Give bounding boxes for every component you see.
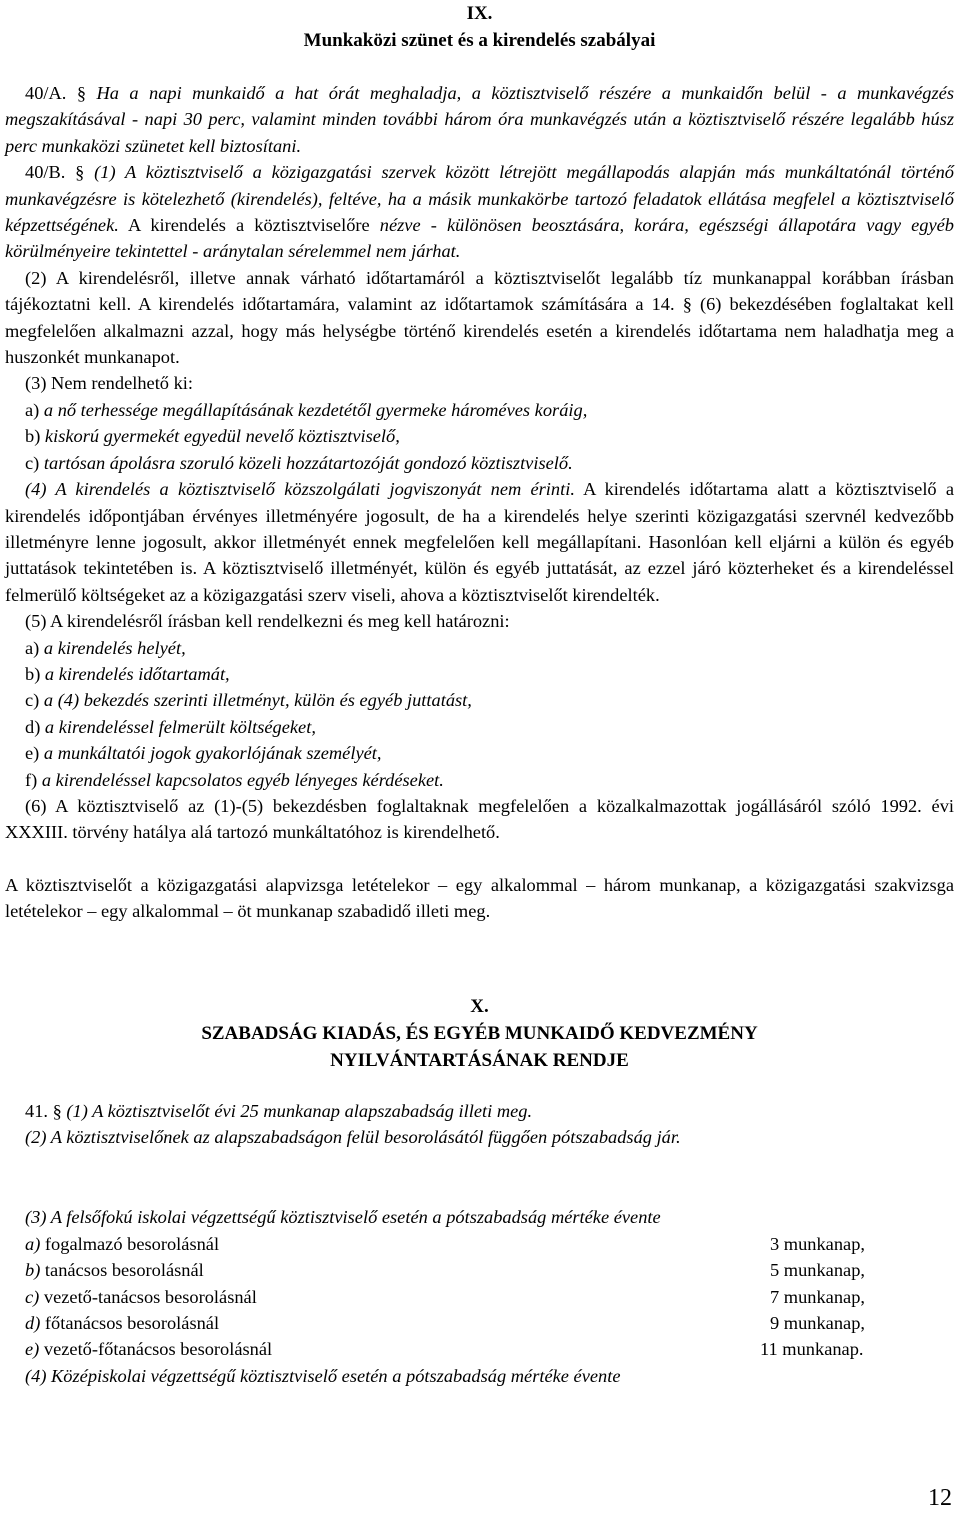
table-row-text: vezető-főtanácsos besorolásnál (39, 1339, 273, 1360)
list-item (25, 740, 954, 766)
paragraph-40a-text: Ha a napi munkaidő a hat órát meghaladja, a köztisztviselő részére a munkaidőn belül - a munkavégzés megszakításával - napi 30 perc, valamint minden további három óra munkavégzés után a köztisztviselő részére legalább húsz perc munkaközi szünetet kell biztosítani. (5, 83, 954, 156)
paragraph-41-2-text: (2) A köztisztviselőnek az alapszabadságon felül besorolásától függően pótszabadság jár. (25, 1127, 681, 1147)
paragraph-40b-number: 40/B. (25, 162, 66, 183)
paragraph-40b-text-2: A kirendelés a köztisztviselőre (118, 215, 370, 236)
list-item-label: b) (25, 426, 41, 447)
paragraph-41-4-text: (4) Középiskolai végzettségű köztisztviselő esetén a pótszabadság mértéke évente (25, 1365, 621, 1386)
table-row-value: 7 munkanap, (770, 1286, 865, 1307)
list-item-label: e) (25, 743, 40, 764)
supplementary-leave-table (5, 1231, 954, 1363)
paragraph-40b-4-text-1: (4) A kirendelés a köztisztviselő közszolgálati jogviszonyát nem érinti. (25, 479, 575, 500)
exam-leave-paragraph: A köztisztviselőt a közigazgatási alapvizsga letételekor – egy alkalommal – három munkanap, a közigazgatási szakvizsga letételekor – egy alkalommal – öt munkanap szabadidő illeti meg. (5, 874, 954, 922)
list-item (25, 767, 954, 793)
paragraph-40b-3-list (5, 397, 954, 476)
list-item-text: a (4) bekezdés szerinti illetményt, külön és egyéb juttatást, (39, 690, 472, 711)
table-row-label (25, 1257, 770, 1283)
table-row (25, 1231, 890, 1257)
table-row (25, 1336, 890, 1362)
table-row-letter: a) (25, 1233, 41, 1254)
paragraph-40a (5, 80, 954, 159)
list-item-text: a kirendelés időtartamát, (40, 663, 230, 684)
paragraph-40b-4-text-2: A kirendelés időtartama alatt a köztisztviselő a kirendelés időpontjában érvényes illetményére jogosult, de ha a kirendelés helye szerinti közigazgatási szervnél kedvezőbb illetményre lenne jogosult, akkor illetményét ennek megfelelően kell megállapítani. Hasonlóan kell eljárni a külön és egyéb juttatások tekintetében is. A köztisztviselő illetményét, külön és egyéb juttatását, az ezzel járó közterheket és a kirendeléssel felmerülő költségeket az a közigazgatási szerv viseli, ahova a köztisztviselőt kirendelték. (5, 479, 954, 605)
paragraph-41-2 (25, 1124, 954, 1150)
list-item (25, 714, 954, 740)
list-item (25, 450, 954, 476)
section-sign: § (674, 294, 692, 315)
paragraph-40b-3-lead: (3) Nem rendelhető ki: (25, 373, 194, 394)
list-item-text: a nő terhessége megállapításának kezdetétől gyermeke hároméves koráig, (39, 399, 588, 420)
paragraph-40b-2-text-2: (6) bekezdésében foglaltakat kell megfelelően alkalmazni azzal, hogy más helységbe történő kirendelés esetén a kirendelés időtartama nem haladhatja meg a huszonkét munkanapot. (5, 294, 954, 368)
list-item-text: a munkáltatói jogok gyakorlójának személyét, (39, 743, 382, 764)
list-item (25, 635, 954, 661)
list-item-text: a kirendeléssel kapcsolatos egyéb lényeges kérdéseket. (37, 769, 444, 790)
paragraph-40b-text-3: nézve - különösen beosztására, korára, egészségi állapotára vagy egyéb körülményeire tekintettel - aránytalan sérelemmel nem járhat. (5, 215, 954, 262)
table-row-letter: c) (25, 1286, 40, 1307)
list-item-label: a) (25, 399, 40, 420)
table-row-text: vezető-tanácsos besorolásnál (39, 1286, 257, 1307)
paragraph-40b-5-list (5, 635, 954, 793)
table-row-letter: d) (25, 1313, 41, 1334)
table-row (25, 1310, 890, 1336)
list-item (25, 661, 954, 687)
table-row-letter: e) (25, 1339, 40, 1360)
table-row-value: 3 munkanap, (770, 1233, 865, 1254)
paragraph-40a-number: 40/A. (25, 83, 67, 103)
table-row-text: főtanácsos besorolásnál (40, 1313, 220, 1334)
section-x-title-line-2: NYILVÁNTARTÁSÁNAK RENDJE (330, 1049, 629, 1071)
list-item-text: tartósan ápolásra szoruló közeli hozzátartozóját gondozó köztisztviselő. (39, 452, 573, 473)
list-item-label: c) (25, 452, 40, 473)
paragraph-41-1 (25, 1098, 954, 1124)
paragraph-40b-6: (6) A köztisztviselő az (1)-(5) bekezdésben foglaltaknak megfelelően a közalkalmazottak jogállásáról szóló 1992. évi XXXIII. törvény hatálya alá tartozó munkáltatóhoz is kirendelhető. (5, 795, 954, 843)
section-ix-number: IX. (466, 3, 493, 24)
list-item (25, 397, 954, 423)
paragraph-41-3-lead (25, 1204, 954, 1230)
paragraph-41-3-lead-text: (3) A felsőfokú iskolai végzettségű köztisztviselő esetén a pótszabadság mértéke évente (25, 1207, 661, 1228)
list-item-text: a kirendelés helyét, (39, 637, 186, 658)
table-row-value: 5 munkanap, (770, 1260, 865, 1281)
list-item (25, 423, 954, 449)
section-x-number: X. (470, 995, 489, 1017)
paragraph-40b-4 (5, 476, 954, 608)
section-ix-title: Munkaközi szünet és a kirendelés szabályai (303, 30, 656, 51)
page-number: 12 (928, 1485, 952, 1511)
table-row-label (25, 1336, 770, 1362)
table-row-text: fogalmazó besorolásnál (40, 1233, 220, 1254)
paragraph-41-4 (25, 1363, 954, 1389)
table-row-text: tanácsos besorolásnál (40, 1260, 204, 1281)
table-row-value: 11 munkanap. (760, 1339, 864, 1360)
paragraph-40b (5, 159, 954, 265)
table-row (25, 1284, 890, 1310)
section-sign: § (65, 162, 85, 183)
paragraph-40b-5-lead: (5) A kirendelésről írásban kell rendelkezni és meg kell határozni: (25, 611, 510, 632)
table-row-label (25, 1231, 770, 1257)
section-x-title-line-1: SZABADSÁG KIADÁS, ÉS EGYÉB MUNKAIDŐ KEDVEZMÉNY (201, 1022, 758, 1044)
table-row-label (25, 1284, 770, 1310)
table-row-label (25, 1310, 770, 1336)
list-item-label: c) (25, 690, 40, 711)
paragraph-41-number: 41. (25, 1100, 48, 1121)
list-item-label: d) (25, 716, 41, 737)
section-sign: § (48, 1100, 62, 1121)
list-item-text: kiskorú gyermekét egyedül nevelő köztisztviselő, (40, 426, 400, 447)
list-item (25, 687, 954, 713)
paragraph-41-1-text: (1) A köztisztviselőt évi 25 munkanap alapszabadság illeti meg. (61, 1100, 533, 1121)
paragraph-40b-2 (5, 265, 954, 371)
list-item-label: a) (25, 637, 40, 658)
paragraph-40b-text-1: (1) A köztisztviselő a közigazgatási szervek között létrejött megállapodás alapján más munkáltatónál történő munkavégzésre is kötelezhető (kirendelés), feltéve, ha a másik munkakörbe tartozó feladatok ellátása megfelel a köztisztviselő képzettségének. (5, 162, 954, 236)
table-row (25, 1257, 890, 1283)
paragraph-40b-2-text-1: (2) A kirendelésről, illetve annak várható időtartamáról a köztisztviselőt legalább tíz munkanappal korábban írásban tájékoztatni kell. A kirendelés időtartamára, valamint az időtartamok számítására a 14. (5, 267, 954, 315)
table-row-letter: b) (25, 1260, 41, 1281)
section-sign: § (66, 83, 87, 103)
list-item-text: a kirendeléssel felmerült költségeket, (40, 716, 316, 737)
list-item-label: b) (25, 663, 41, 684)
list-item-label: f) (25, 769, 38, 790)
table-row-value: 9 munkanap, (770, 1313, 865, 1334)
